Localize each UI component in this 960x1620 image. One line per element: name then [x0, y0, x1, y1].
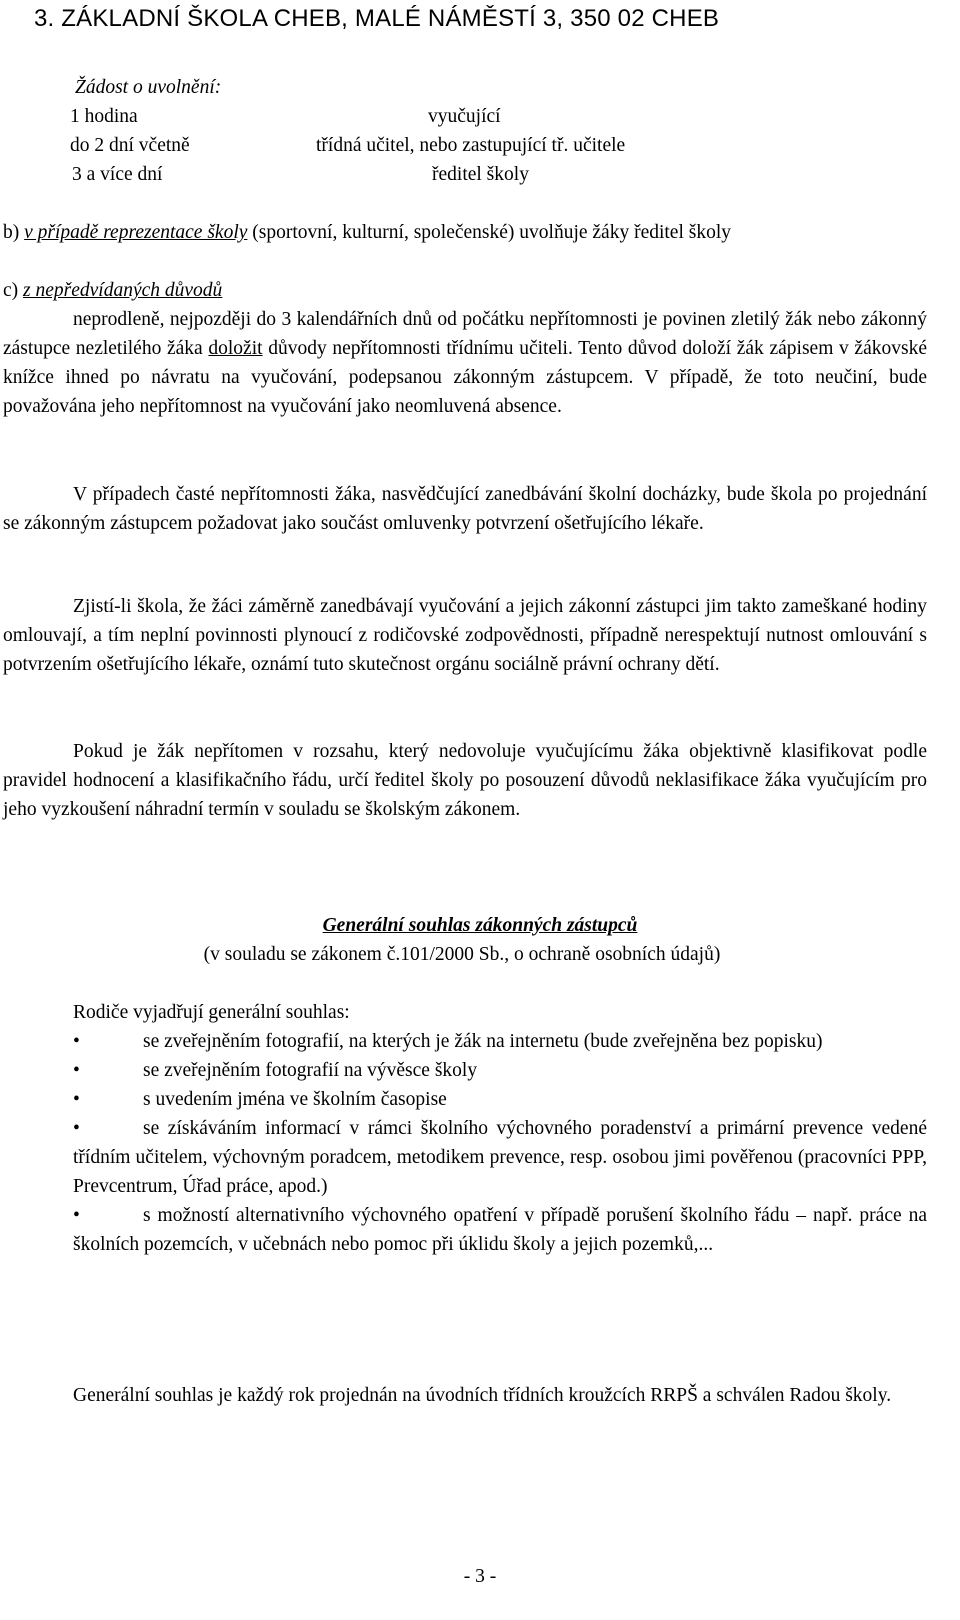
request-period-1: 1 hodina	[70, 106, 138, 127]
section-b-text: (sportovní, kulturní, společenské) uvolňuje žáky ředitel školy	[247, 222, 732, 243]
school-header: 3. ZÁKLADNÍ ŠKOLA CHEB, MALÉ NÁMĚSTÍ 3, 350 02 CHEB	[34, 5, 720, 32]
section-c-body	[3, 305, 927, 421]
request-period-2: do 2 dní včetně	[70, 135, 190, 156]
consent-item-5	[73, 1201, 927, 1259]
consent-item-3-text: s uvedením jména ve školním časopise	[143, 1089, 447, 1110]
section-c-text-1: neprodleně, nejpozději do 3 kalendářních dnů od počátku nepřítomnosti je povinen zletilý žák nebo zákonný zástupce nezletilého žáka	[3, 309, 927, 359]
request-heading	[75, 73, 221, 102]
request-heading-text: Žádost o uvolnění	[75, 77, 215, 98]
consent-intro: Rodiče vyjadřují generální souhlas:	[73, 1002, 350, 1023]
paragraph-classification: Pokud je žák nepřítomen v rozsahu, který nedovoluje vyučujícímu žáka objektivně klasifikovat podle pravidel hodnocení a klasifikačního řádu, určí ředitel školy po posouzení důvodů neklasifikace žáka vyučujícím pro jeho vyzkoušení náhradní termín v souladu se školským zákonem.	[3, 741, 927, 820]
section-c-heading	[3, 276, 222, 305]
consent-title: Generální souhlas zákonných zástupců	[322, 915, 638, 936]
bullet-icon: •	[73, 1060, 80, 1081]
consent-closing: Generální souhlas je každý rok projednán na úvodních třídních kroužcích RRPŠ a schválen Radou školy.	[73, 1385, 892, 1406]
request-who-2: třídná učitel, nebo zastupující tř. učitele	[316, 135, 626, 156]
consent-item-3	[73, 1085, 927, 1114]
bullet-icon: •	[73, 1118, 80, 1139]
section-c-underlined-word: doložit	[208, 338, 263, 359]
consent-item-1	[73, 1027, 927, 1056]
section-b-prefix: b)	[3, 222, 25, 243]
consent-item-2	[73, 1056, 927, 1085]
request-heading-colon: :	[214, 77, 222, 98]
consent-subtitle: (v souladu se zákonem č.101/2000 Sb., o ochraně osobních údajů)	[203, 944, 721, 965]
request-period-3: 3 a více dní	[72, 164, 163, 185]
page-number: - 3 -	[463, 1566, 497, 1587]
consent-item-2-text: se zveřejněním fotografií na vývěsce školy	[143, 1060, 478, 1081]
paragraph-neglect: Zjistí-li škola, že žáci záměrně zanedbávají vyučování a jejich zákonní zástupci jim takto zameškané hodiny omlouvají, a tím neplní povinnosti plynoucí z rodičovské zodpovědnosti, případně nerespektují nutnost omlouvání s potvrzením ošetřujícího lékaře, oznámí tuto skutečnost orgánu sociálně právní ochrany dětí.	[3, 596, 927, 675]
bullet-icon: •	[73, 1031, 80, 1052]
section-c-text-2: důvody nepřítomnosti třídnímu učiteli. Tento důvod doloží žák zápisem v žákovské knížce ihned po návratu na vyučování, podepsanou zákonným zástupcem. V případě, že toto neučiní, bude považována jeho nepřítomnost na vyučování jako neomluvená absence.	[3, 338, 927, 417]
request-who-3: ředitel školy	[432, 164, 529, 185]
consent-item-5-text: s možností alternativního výchovného opatření v případě porušení školního	[143, 1205, 748, 1226]
consent-item-1-cont: popisku)	[754, 1031, 823, 1052]
section-c-prefix: c)	[3, 280, 24, 301]
consent-item-5-cont: řádu – např. práce na školních pozemcích, v učebnách nebo pomoc při úklidu školy a jejich pozemků,...	[73, 1205, 927, 1255]
bullet-icon: •	[73, 1089, 80, 1110]
paragraph-frequent-absence: V případech časté nepřítomnosti žáka, nasvědčující zanedbávání školní docházky, bude škola po projednání se zákonným zástupcem požadovat jako součást omluvenky potvrzení ošetřujícího lékaře.	[3, 484, 927, 534]
consent-item-1-text: se zveřejněním fotografií, na kterých je žák na internetu (bude zveřejněna bez	[143, 1031, 750, 1052]
consent-item-4-text: se získáváním informací v rámci školního výchovného poradenství a primární	[143, 1118, 785, 1139]
bullet-icon: •	[73, 1205, 80, 1226]
consent-item-4-cont: prevence vedené třídním učitelem, výchovným poradcem, metodikem prevence, resp. osobou jimi pověřenou (pracovníci PPP, Prevcentrum, Úřad práce, apod.)	[73, 1118, 927, 1197]
section-b	[3, 218, 731, 247]
consent-item-4	[73, 1114, 927, 1201]
section-c-title: z nepředvídaných důvodů	[23, 280, 223, 301]
consent-list	[73, 1027, 927, 1259]
section-b-title: v případě reprezentace školy	[24, 222, 248, 243]
request-who-1: vyučující	[428, 106, 501, 127]
